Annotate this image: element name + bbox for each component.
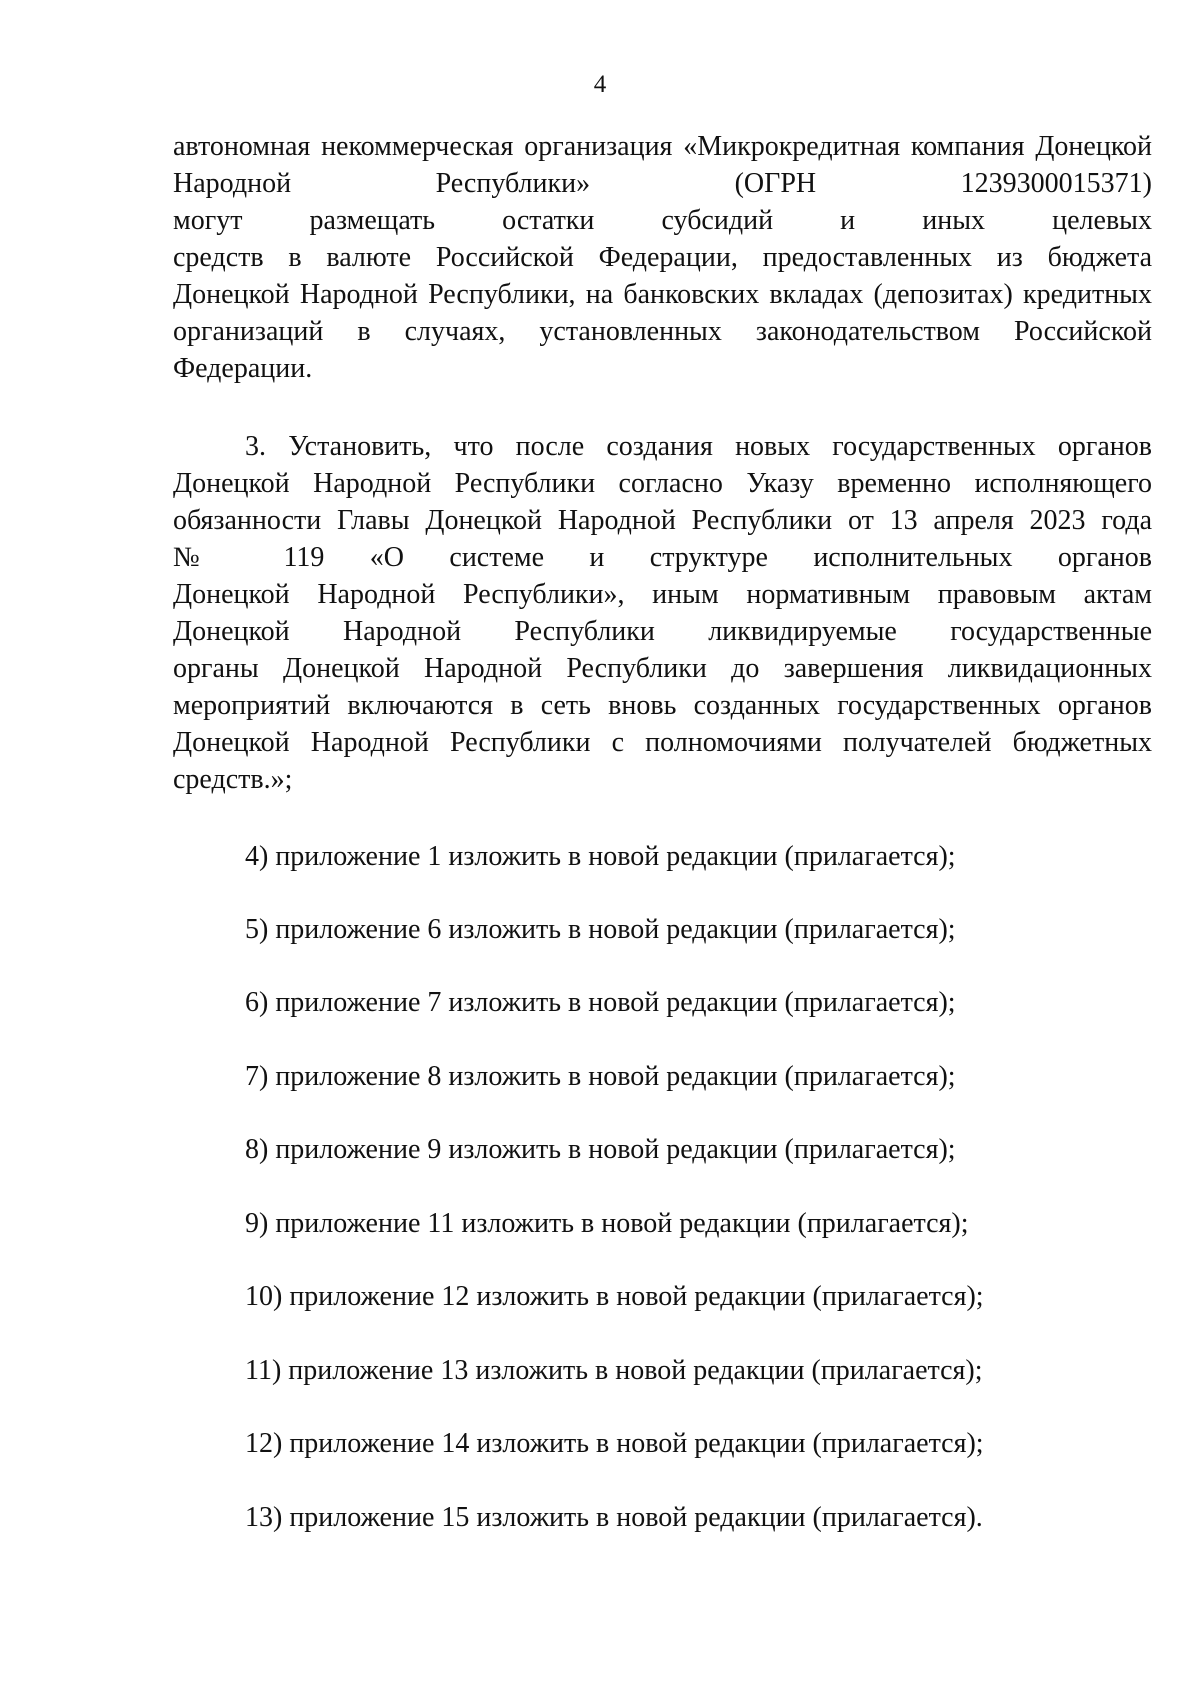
paragraph-line: Народной Республики» (ОГРН 1239300015371) xyxy=(173,168,1152,199)
paragraph-line: Федерации. xyxy=(173,353,313,384)
list-item: 4) приложение 1 изложить в новой редакции (прилагается); xyxy=(245,841,956,872)
list-item: 5) приложение 6 изложить в новой редакции (прилагается); xyxy=(245,914,956,945)
paragraph-line: организаций в случаях, установленных законодательством Российской xyxy=(173,316,1152,347)
paragraph-line: средств.»; xyxy=(173,764,293,795)
list-item: 8) приложение 9 изложить в новой редакции (прилагается); xyxy=(245,1134,956,1165)
paragraph-line: 3. Установить, что после создания новых государственных органов xyxy=(245,431,1152,462)
paragraph-3 xyxy=(173,428,1152,798)
paragraph-continuation xyxy=(173,128,1152,387)
paragraph-line: Донецкой Народной Республики ликвидируемые государственные xyxy=(173,616,1152,647)
paragraph-line: органы Донецкой Народной Республики до завершения ликвидационных xyxy=(173,653,1152,684)
paragraph-line: Донецкой Народной Республики, на банковских вкладах (депозитах) кредитных xyxy=(173,279,1152,310)
list-item: 6) приложение 7 изложить в новой редакции (прилагается); xyxy=(245,987,956,1018)
list-item: 7) приложение 8 изложить в новой редакции (прилагается); xyxy=(245,1061,956,1092)
list-item: 10) приложение 12 изложить в новой редакции (прилагается); xyxy=(245,1281,984,1312)
paragraph-line: средств в валюте Российской Федерации, предоставленных из бюджета xyxy=(173,242,1152,273)
paragraph-line: обязанности Главы Донецкой Народной Республики от 13 апреля 2023 года xyxy=(173,505,1152,536)
list-item: 13) приложение 15 изложить в новой редакции (прилагается). xyxy=(245,1502,983,1533)
paragraph-line: Донецкой Народной Республики с полномочиями получателей бюджетных xyxy=(173,727,1152,758)
paragraph-line: могут размещать остатки субсидий и иных целевых xyxy=(173,205,1152,236)
page-number: 4 xyxy=(593,71,607,98)
list-item: 11) приложение 13 изложить в новой редакции (прилагается); xyxy=(245,1355,983,1386)
list-item: 9) приложение 11 изложить в новой редакции (прилагается); xyxy=(245,1208,969,1239)
paragraph-line: автономная некоммерческая организация «Микрокредитная компания Донецкой xyxy=(173,131,1152,162)
paragraph-line: Донецкой Народной Республики согласно Указу временно исполняющего xyxy=(173,468,1152,499)
paragraph-line: мероприятий включаются в сеть вновь созданных государственных органов xyxy=(173,690,1152,721)
list-item: 12) приложение 14 изложить в новой редакции (прилагается); xyxy=(245,1428,984,1459)
paragraph-line: № 119 «О системе и структуре исполнительных органов xyxy=(173,542,1152,573)
paragraph-line: Донецкой Народной Республики», иным нормативным правовым актам xyxy=(173,579,1152,610)
